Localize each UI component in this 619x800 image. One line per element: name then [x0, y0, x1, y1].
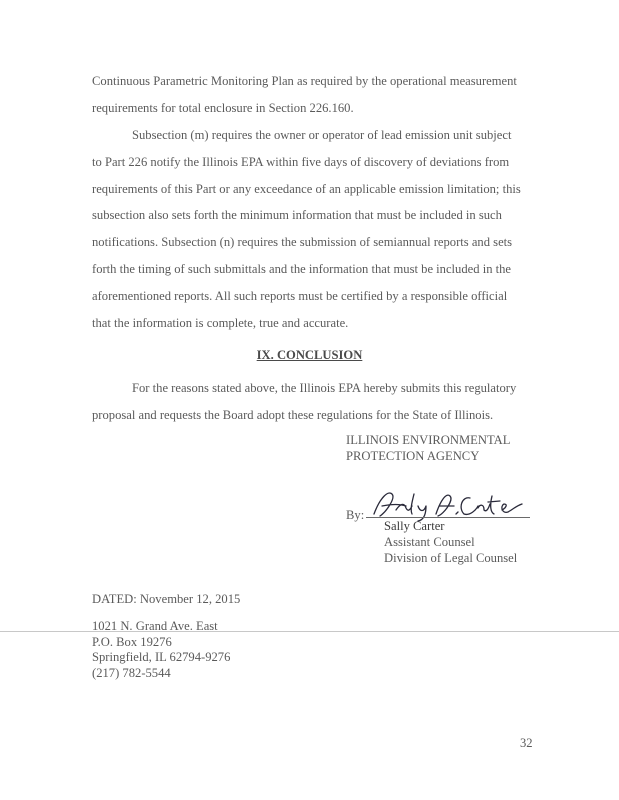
- signer-division: Division of Legal Counsel: [384, 551, 518, 565]
- address-line-2: P.O. Box 19276: [92, 634, 172, 649]
- page-number: 32: [520, 736, 533, 750]
- agency-name: [346, 432, 510, 464]
- agency-line-2: PROTECTION AGENCY: [346, 449, 480, 463]
- signer-name: Sally Carter: [384, 519, 445, 533]
- conclusion-paragraph: For the reasons stated above, the Illinois EPA hereby submits this regulatory proposal and requests the Board adopt these regulations for the State of Illinois.: [92, 381, 517, 422]
- address-line-3: Springfield, IL 62794-9276: [92, 650, 231, 664]
- by-label: By:: [346, 508, 365, 522]
- signer-block: [384, 518, 517, 566]
- section-heading: IX. CONCLUSION: [256, 348, 363, 362]
- paragraph-continuation: Continuous Parametric Monitoring Plan as required by the operational measurement requirements for total enclosure in Section 226.160.: [92, 74, 517, 115]
- address-line-4: (217) 782-5544: [92, 665, 171, 680]
- dated-line: DATED: November 12, 2015: [92, 592, 241, 606]
- address-line-1: 1021 N. Grand Ave. East: [92, 619, 218, 633]
- signer-title: Assistant Counsel: [384, 535, 475, 549]
- address-block: [92, 619, 230, 681]
- paragraph-subsections: Subsection (m) requires the owner or operator of lead emission unit subject to Part 226 notify the Illinois EPA within five days of discovery of deviations from requirements of this Part or any exceedance of an applicable emission limitation; this subsection also sets forth the minimum information that must be included in such notifications. Subsection (n) requires the submission of semiannual reports and sets forth the timing of such submittals and the information that must be included in the aforementioned reports. All such reports must be certified by a responsible official that the information is complete, true and accurate.: [92, 128, 521, 330]
- agency-line-1: ILLINOIS ENVIRONMENTAL: [346, 433, 511, 447]
